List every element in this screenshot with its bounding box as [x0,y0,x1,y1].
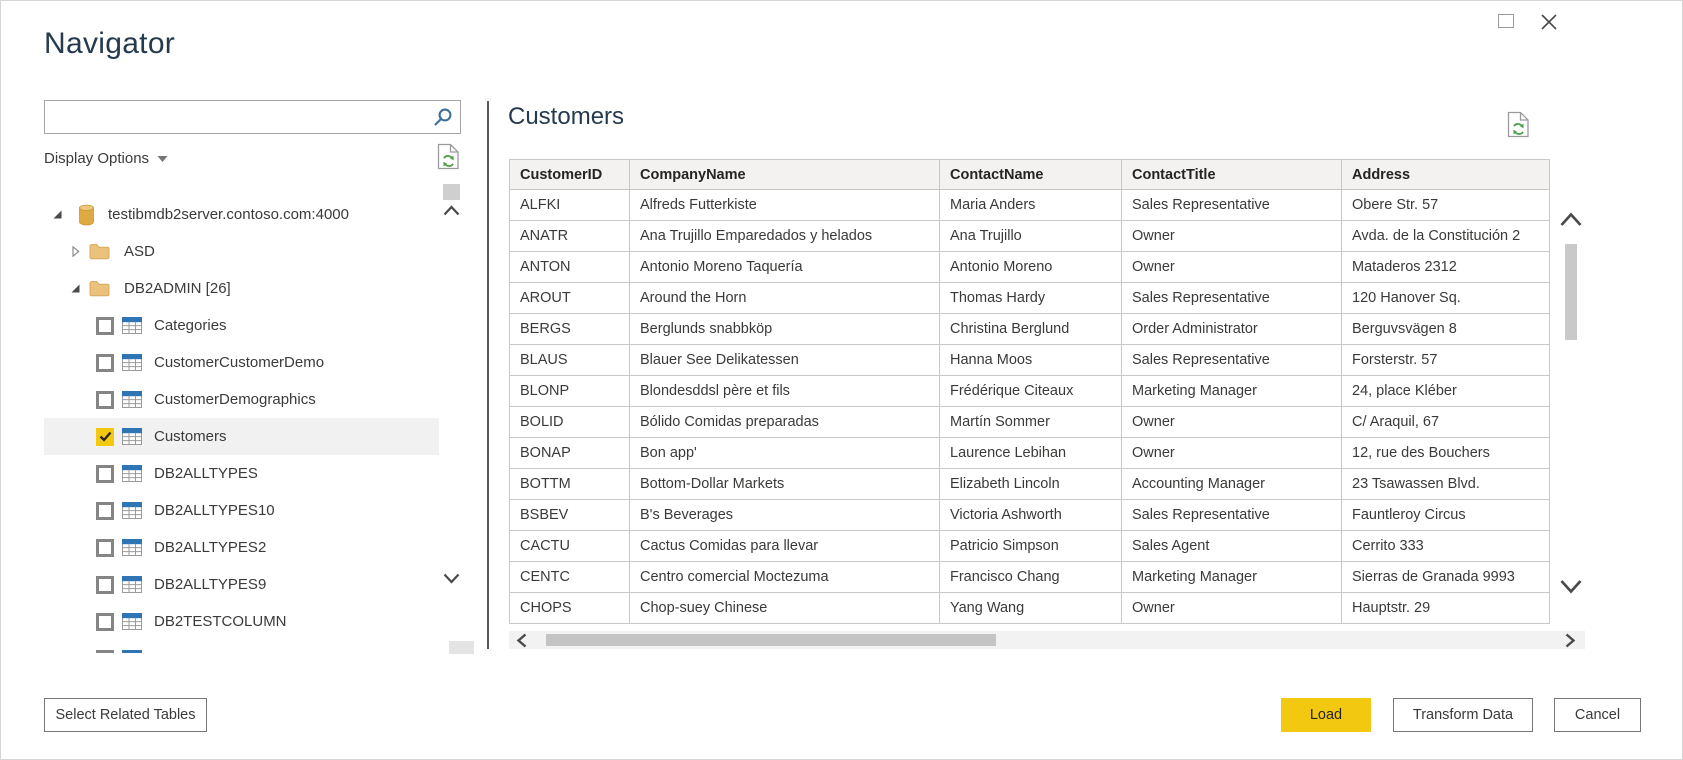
table-cell: Francisco Chang [940,562,1122,593]
tree-item-label: Categories [154,317,227,334]
table-cell: BLONP [510,376,630,407]
table-cell: Owner [1122,438,1342,469]
table-cell: 12, rue des Bouchers [1342,438,1550,469]
tree-item-label: testibmdb2server.contoso.com:4000 [108,206,349,223]
tree-item-label: CustomerDemographics [154,391,316,408]
expand-icon[interactable] [69,246,81,258]
table-cell: Berglunds snabbköp [630,314,940,345]
transform-data-button[interactable]: Transform Data [1393,698,1533,732]
table-cell: Sales Representative [1122,500,1342,531]
tree-item-label: DB2ALLTYPES [154,465,258,482]
table-cell: Order Administrator [1122,314,1342,345]
table-icon [122,576,142,593]
table-cell: 120 Hanover Sq. [1342,283,1550,314]
collapse-icon[interactable] [51,209,63,221]
tree-item-customerdemographics[interactable] [44,381,439,418]
table-cell: Laurence Lebihan [940,438,1122,469]
tree-item-label: ASD [124,243,155,260]
table-row [510,593,1550,624]
source-tree [44,196,439,653]
table-cell: Ana Trujillo [940,221,1122,252]
tree-item-db2testcolumn[interactable] [44,603,439,640]
select-related-tables-button[interactable]: Select Related Tables [44,698,207,732]
table-cell: Centro comercial Moctezuma [630,562,940,593]
table-cell: Bólido Comidas preparadas [630,407,940,438]
folder-icon [89,280,110,297]
table-cell: C/ Araquil, 67 [1342,407,1550,438]
table-cell: BOLID [510,407,630,438]
table-cell: 24, place Kléber [1342,376,1550,407]
folder-icon [89,243,110,260]
table-cell: Sales Agent [1122,531,1342,562]
table-icon [122,354,142,371]
tree-item-db2alltypes9[interactable] [44,566,439,603]
table-row [510,221,1550,252]
column-header-contacttitle: ContactTitle [1122,160,1342,190]
tree-item-customercustomerdemo[interactable] [44,344,439,381]
table-cell: Owner [1122,593,1342,624]
tree-item-label: DB2ALLTYPES2 [154,539,267,556]
preview-scroll-right-icon[interactable] [1565,633,1576,653]
table-cell: AROUT [510,283,630,314]
load-button[interactable]: Load [1281,698,1371,732]
page-title: Navigator [44,27,176,60]
table-row [510,314,1550,345]
table-cell: Obere Str. 57 [1342,190,1550,221]
database-icon [77,204,96,226]
column-header-contactname: ContactName [940,160,1122,190]
table-row [510,438,1550,469]
table-cell: Thomas Hardy [940,283,1122,314]
unchecked-checkbox[interactable] [96,650,114,654]
table-icon [122,650,142,653]
table-cell: Victoria Ashworth [940,500,1122,531]
display-options-dropdown[interactable] [44,146,168,170]
table-cell: Owner [1122,221,1342,252]
close-icon[interactable] [1539,12,1559,32]
tree-item-label: DB2ALLTYPES10 [154,502,275,519]
table-cell: BLAUS [510,345,630,376]
table-cell: Ana Trujillo Emparedados y helados [630,221,940,252]
column-header-address: Address [1342,160,1550,190]
tree-scrollbar-thumb[interactable] [443,184,460,200]
table-icon [122,465,142,482]
unchecked-checkbox[interactable] [96,576,114,594]
table-cell: Fauntleroy Circus [1342,500,1550,531]
preview-table [509,159,1550,624]
column-header-companyname: CompanyName [630,160,940,190]
table-icon [122,391,142,408]
table-row [510,345,1550,376]
table-cell: ANTON [510,252,630,283]
table-row [510,500,1550,531]
preview-hscrollbar [509,631,1585,649]
table-cell: Cerrito 333 [1342,531,1550,562]
unchecked-checkbox[interactable] [96,391,114,409]
tree-item-db2alltypes2[interactable] [44,529,439,566]
table-icon [122,502,142,519]
table-cell: ALFKI [510,190,630,221]
tree-item-db2admin-26[interactable] [44,270,439,307]
table-cell: Accounting Manager [1122,469,1342,500]
table-cell: Hauptstr. 29 [1342,593,1550,624]
preview-scroll-left-icon[interactable] [516,633,527,653]
tree-item-partial[interactable] [44,640,439,653]
tree-item-customers[interactable] [44,418,439,455]
cancel-button[interactable]: Cancel [1554,698,1641,732]
table-cell: ANATR [510,221,630,252]
table-icon [122,539,142,556]
search-input[interactable] [45,101,430,133]
tree-item-categories[interactable] [44,307,439,344]
column-header-customerid: CustomerID [510,160,630,190]
tree-item-db2alltypes10[interactable] [44,492,439,529]
tree-item-testibmdb2server-contoso-com-4000[interactable] [44,196,439,233]
table-cell: Patricio Simpson [940,531,1122,562]
checked-checkbox[interactable] [96,428,114,446]
tree-item-label: DB2ALLTYPES9 [154,576,267,593]
unchecked-checkbox[interactable] [96,465,114,483]
table-cell: Sales Representative [1122,190,1342,221]
table-cell: BSBEV [510,500,630,531]
unchecked-checkbox[interactable] [96,354,114,372]
table-cell: Martín Sommer [940,407,1122,438]
table-cell: Bon app' [630,438,940,469]
table-cell: CHOPS [510,593,630,624]
search-box [44,100,461,134]
table-cell: Chop-suey Chinese [630,593,940,624]
refresh-preview-icon[interactable] [1507,111,1530,143]
tree-item-label: DB2TESTCOLUMN [154,613,287,630]
tree-item-label: CustomerCustomerDemo [154,354,325,371]
search-icon[interactable] [431,106,454,134]
table-cell: Sales Representative [1122,345,1342,376]
table-cell: Mataderos 2312 [1342,252,1550,283]
table-cell: Marketing Manager [1122,562,1342,593]
table-cell: Sierras de Granada 9993 [1342,562,1550,593]
table-row [510,469,1550,500]
table-cell: Blauer See Delikatessen [630,345,940,376]
preview-scroll-down-icon[interactable] [1559,579,1583,599]
table-cell: Antonio Moreno Taquería [630,252,940,283]
table-row [510,252,1550,283]
table-row [510,190,1550,221]
preview-hscrollbar-thumb[interactable] [546,634,996,646]
table-cell: Alfreds Futterkiste [630,190,940,221]
table-row [510,283,1550,314]
preview-title: Customers [508,103,625,130]
chevron-down-icon [157,150,168,167]
table-row [510,376,1550,407]
table-cell: Owner [1122,407,1342,438]
tree-item-db2alltypes[interactable] [44,455,439,492]
table-cell: Hanna Moos [940,345,1122,376]
table-row [510,407,1550,438]
table-cell: Blondesddsl père et fils [630,376,940,407]
table-cell: Elizabeth Lincoln [940,469,1122,500]
table-cell: Yang Wang [940,593,1122,624]
table-icon [122,428,142,445]
tree-item-label: Customers [154,428,227,445]
tree-scroll-up-icon[interactable] [443,203,460,221]
table-cell: BONAP [510,438,630,469]
unchecked-checkbox[interactable] [96,317,114,335]
table-cell: 23 Tsawassen Blvd. [1342,469,1550,500]
tree-item-asd[interactable] [44,233,439,270]
preview-scrollbar-thumb[interactable] [1565,244,1577,340]
table-cell: Antonio Moreno [940,252,1122,283]
table-cell: Cactus Comidas para llevar [630,531,940,562]
unchecked-checkbox[interactable] [96,613,114,631]
unchecked-checkbox[interactable] [96,502,114,520]
table-row [510,531,1550,562]
table-cell: Maria Anders [940,190,1122,221]
table-cell: Sales Representative [1122,283,1342,314]
table-cell: Christina Berglund [940,314,1122,345]
display-options-label: Display Options [44,149,150,167]
tree-scroll-down-icon[interactable] [443,571,460,589]
table-cell: CENTC [510,562,630,593]
table-icon [122,317,142,334]
tree-item-label: DB2ADMIN [26] [124,280,231,297]
maximize-icon[interactable] [1498,14,1514,28]
collapse-icon[interactable] [69,283,81,295]
table-cell: CACTU [510,531,630,562]
scrollbar-corner [449,641,474,654]
table-cell: Frédérique Citeaux [940,376,1122,407]
table-cell: BOTTM [510,469,630,500]
refresh-tree-icon[interactable] [437,143,460,175]
table-cell: Berguvsvägen 8 [1342,314,1550,345]
table-header-row [510,160,1550,190]
table-cell: Bottom-Dollar Markets [630,469,940,500]
table-cell: Forsterstr. 57 [1342,345,1550,376]
table-cell: Marketing Manager [1122,376,1342,407]
panel-divider [487,101,489,649]
table-cell: Owner [1122,252,1342,283]
table-cell: Around the Horn [630,283,940,314]
unchecked-checkbox[interactable] [96,539,114,557]
table-icon [122,613,142,630]
table-cell: BERGS [510,314,630,345]
table-row [510,562,1550,593]
table-cell: Avda. de la Constitución 2 [1342,221,1550,252]
preview-scroll-up-icon[interactable] [1559,212,1583,232]
table-cell: B's Beverages [630,500,940,531]
